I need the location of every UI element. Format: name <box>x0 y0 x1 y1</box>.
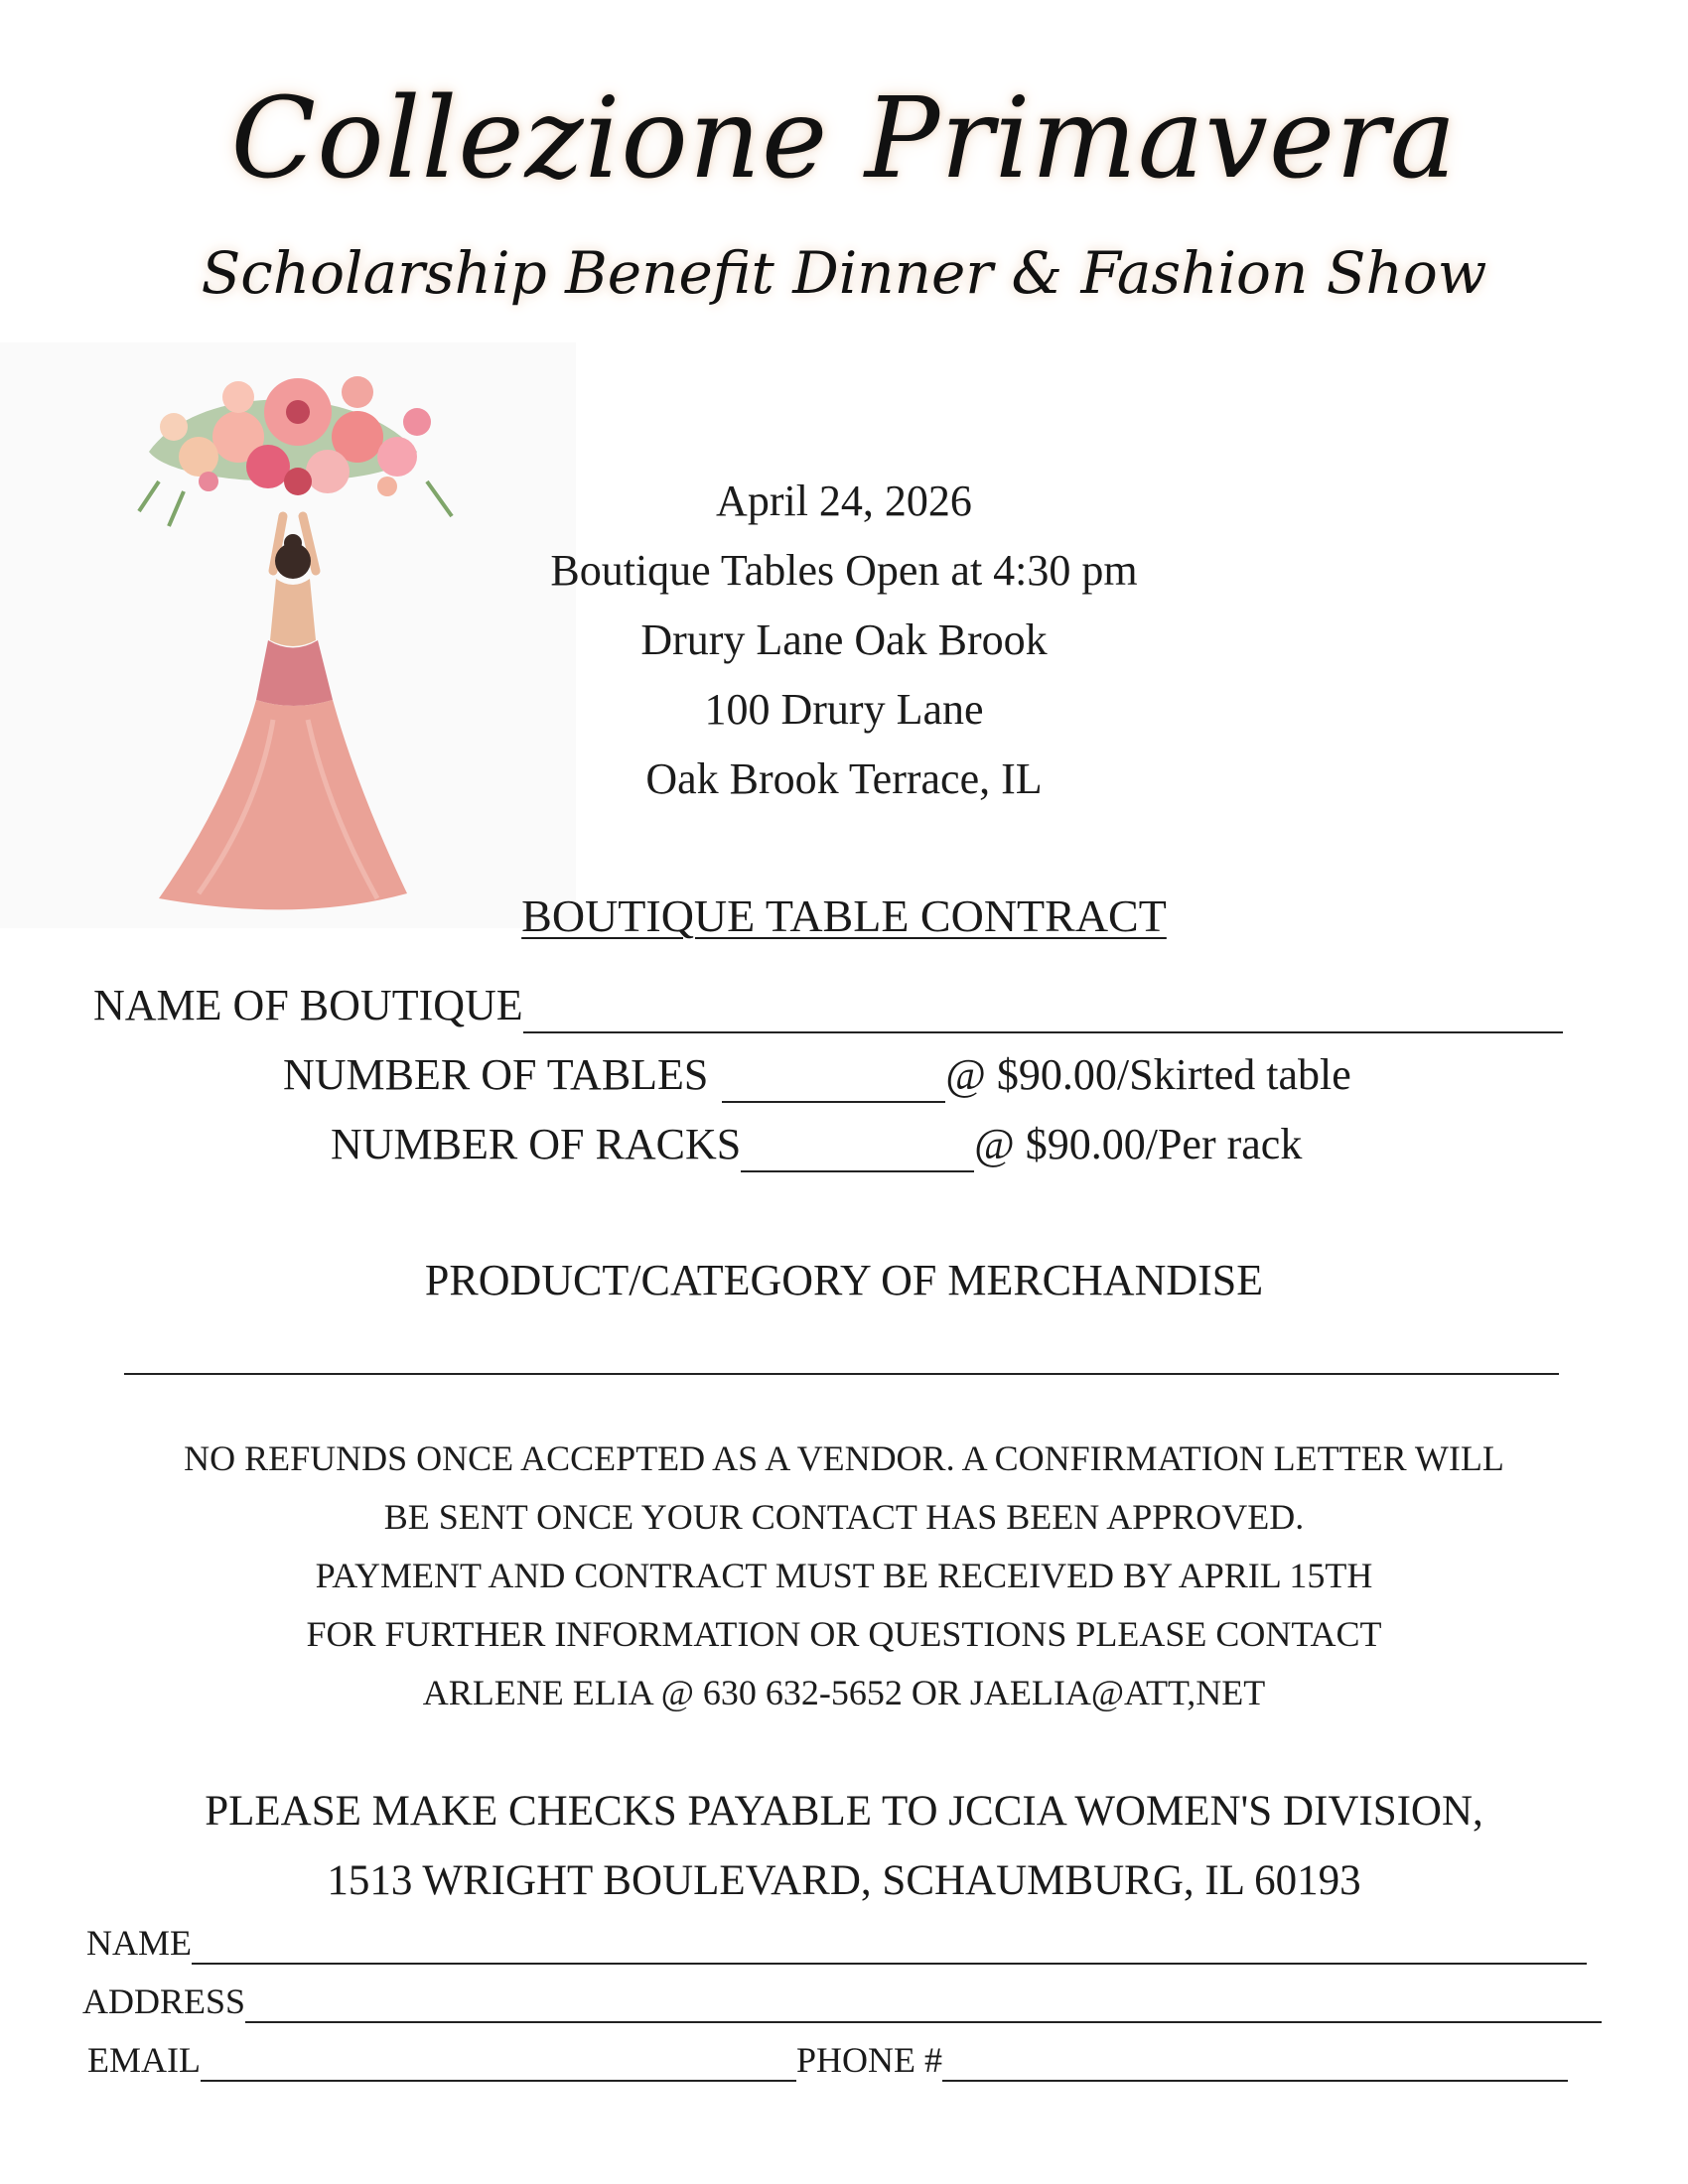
event-title: Collezione Primavera <box>230 74 1458 204</box>
notice-line: NO REFUNDS ONCE ACCEPTED AS A VENDOR. A CONFIRMATION LETTER WILL <box>184 1438 1504 1478</box>
boutique-name-row <box>93 978 1563 1033</box>
venue-street: 100 Drury Lane <box>704 685 984 734</box>
payment-instructions <box>0 1777 1688 1916</box>
notice-block <box>0 1430 1688 1722</box>
contact-address-label: ADDRESS <box>82 1981 246 2021</box>
contact-phone-label: PHONE # <box>795 2040 942 2080</box>
notice-line: FOR FURTHER INFORMATION OR QUESTIONS PLEASE CONTACT <box>306 1614 1382 1654</box>
contact-name-field[interactable] <box>192 1927 1587 1965</box>
payment-payee: PLEASE MAKE CHECKS PAYABLE TO JCCIA WOMEN'S DIVISION, <box>205 1788 1483 1835</box>
event-subtitle: Scholarship Benefit Dinner & Fashion Show <box>201 239 1487 307</box>
contact-email-label: EMAIL <box>87 2040 201 2080</box>
boutique-name-label: NAME OF BOUTIQUE <box>93 981 523 1029</box>
venue-name: Drury Lane Oak Brook <box>640 615 1048 664</box>
contact-email-phone-row <box>87 2038 1568 2082</box>
racks-row <box>331 1117 1302 1172</box>
event-date: April 24, 2026 <box>716 477 972 525</box>
contract-heading: BOUTIQUE TABLE CONTRACT <box>521 890 1167 941</box>
racks-count-field[interactable] <box>741 1127 974 1172</box>
boutique-open-time: Boutique Tables Open at 4:30 pm <box>550 546 1138 595</box>
contact-name-row <box>86 1921 1587 1965</box>
tables-count-field[interactable] <box>722 1057 945 1103</box>
boutique-name-field[interactable] <box>523 988 1563 1033</box>
notice-line: ARLENE ELIA @ 630 632-5652 OR JAELIA@ATT,NET <box>422 1673 1266 1712</box>
racks-label: NUMBER OF RACKS <box>331 1120 742 1168</box>
venue-city: Oak Brook Terrace, IL <box>645 754 1043 803</box>
event-details <box>467 467 1221 814</box>
merchandise-label: PRODUCT/CATEGORY OF MERCHANDISE <box>424 1256 1264 1304</box>
notice-line: BE SENT ONCE YOUR CONTACT HAS BEEN APPROVED. <box>383 1497 1305 1537</box>
contact-address-row <box>82 1979 1602 2023</box>
contact-phone-field[interactable] <box>942 2044 1568 2082</box>
tables-row <box>283 1047 1351 1103</box>
woman-figure <box>159 516 407 909</box>
contact-address-field[interactable] <box>245 1985 1602 2023</box>
merchandise-field[interactable] <box>124 1373 1559 1375</box>
payment-address: 1513 WRIGHT BOULEVARD, SCHAUMBURG, IL 60193 <box>327 1857 1361 1904</box>
notice-line: PAYMENT AND CONTRACT MUST BE RECEIVED BY APRIL 15TH <box>315 1556 1373 1595</box>
tables-price: @ $90.00/Skirted table <box>945 1050 1351 1099</box>
racks-price: @ $90.00/Per rack <box>974 1120 1303 1168</box>
contact-email-field[interactable] <box>201 2044 796 2082</box>
tables-label: NUMBER OF TABLES <box>283 1050 709 1099</box>
bouquet <box>139 376 452 526</box>
contact-name-label: NAME <box>86 1923 192 1963</box>
